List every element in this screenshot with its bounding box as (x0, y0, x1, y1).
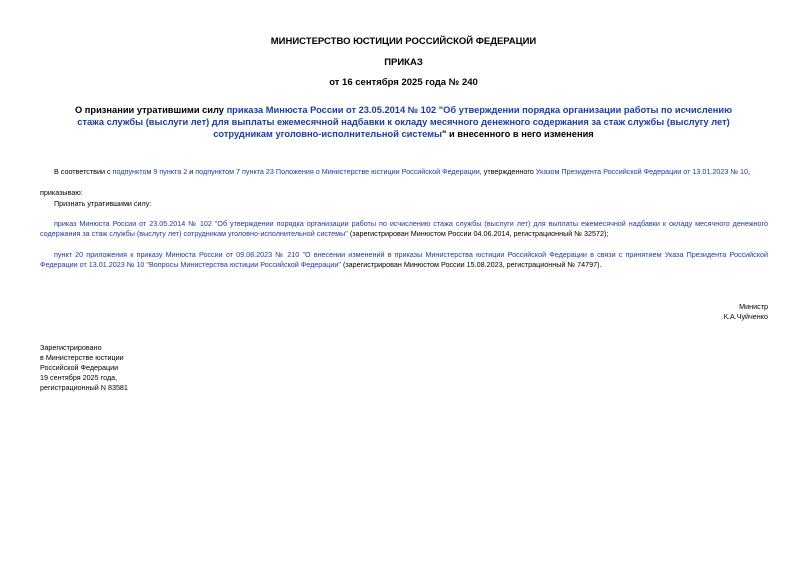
recognize-invalid-text: Признать утратившими силу: (54, 199, 152, 208)
document-title (62, 104, 745, 140)
preamble-text-3: , утвержденного (479, 167, 536, 176)
list-item (40, 219, 768, 239)
registration-block (40, 343, 240, 393)
list-item (40, 250, 768, 270)
preamble-text-2: и (187, 167, 196, 176)
item1-text: (зарегистрирован Минюстом России 04.06.2014, регистрационный № 32572); (347, 229, 609, 238)
registration-line-4: 19 сентября 2025 года, (40, 373, 118, 382)
link-president-decree[interactable]: Указом Президента Российской Федерации от 13.01.2023 № 10 (535, 167, 749, 176)
registration-line-1: Зарегистрировано (40, 343, 102, 352)
item2-link[interactable]: пункт 20 приложения к приказу Минюста России от 09.08.2023 № 210 "О внесении изменений в приказы Министерства юстиции Российской Федерации в связи с принятием Указа Президента Российской Федерации от 13.01.2023 № 10 "Вопросы Министерства юстиции Российской Федерации" (40, 250, 768, 269)
item1-link[interactable]: приказ Минюста России от 23.05.2014 № 102 "Об утверждении порядка организации работы по исчислению стажа службы (выслуги лет) для выплаты ежемесячной надбавки к окладу месячного денежного содержания за стаж службы (выслугу лет) сотрудникам уголовно-исполнительной системы" (40, 219, 768, 238)
registration-line-2: в Министерстве юстиции (40, 353, 124, 362)
preamble-text-1: В соответствии с (54, 167, 113, 176)
registration-line-3: Российской Федерации (40, 363, 119, 372)
document-date-number: от 16 сентября 2025 года № 240 (329, 77, 478, 88)
link-subpoint-9[interactable]: подпунктом 9 пункта 2 (112, 167, 188, 176)
signature-block (640, 302, 768, 322)
preamble-paragraph (40, 167, 775, 177)
title-link-order-102[interactable]: приказа Минюста России от 23.05.2014 № 102 "Об утверждении порядка организации работы по исчислению стажа службы (выслуги лет) для выплаты ежемесячной надбавки к окладу месячного денежного содержания за стаж службы (выслугу лет) сотрудникам уголовно-исполнительной системы (77, 105, 733, 139)
item2-text: (зарегистрирован Минюстом России 15.08.2023, регистрационный № 74797). (340, 260, 602, 269)
document-type: ПРИКАЗ (384, 57, 423, 68)
link-regulation-ministry[interactable]: подпунктом 7 пункта 23 Положения о Министерстве юстиции Российской Федерации (195, 167, 480, 176)
preamble-text-4: , (748, 167, 751, 176)
ministry-heading: МИНИСТЕРСТВО ЮСТИЦИИ РОССИЙСКОЙ ФЕДЕРАЦИИ (270, 36, 537, 47)
signer-name: К.А.Чуйченко (723, 312, 768, 321)
registration-line-5: регистрационный N 83581 (40, 383, 128, 392)
signer-position: Министр (739, 302, 768, 311)
title-prefix: О признании утратившими силу (74, 105, 227, 115)
title-suffix: " и внесенного в него изменения (441, 129, 594, 139)
decree-word: приказываю: (40, 188, 83, 197)
